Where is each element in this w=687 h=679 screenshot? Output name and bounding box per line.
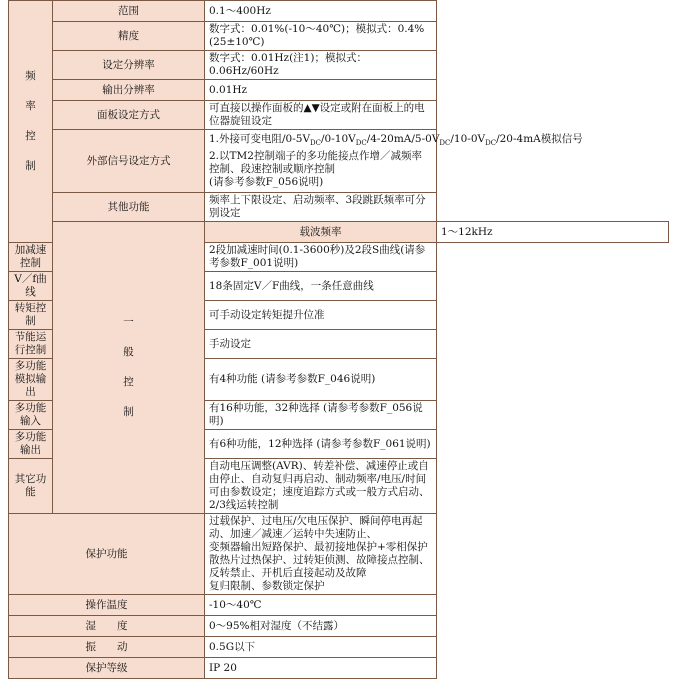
row-label-range: 范围 — [53, 1, 205, 22]
row-value-torque-control: 可手动设定转矩提升位准 — [205, 301, 437, 330]
row-value-vf-curve: 18条固定V／F曲线，一条任意曲线 — [205, 272, 437, 301]
category-frequency-control — [9, 1, 53, 243]
row-label-protection-class: 保护等级 — [9, 658, 205, 679]
category-char: 控 — [123, 376, 134, 388]
row-label-humidity: 湿 度 — [9, 616, 205, 637]
row-label-setting-resolution: 设定分辨率 — [53, 51, 205, 80]
row-label-external-signal: 外部信号设定方式 — [53, 130, 205, 193]
row-value-setting-resolution: 数字式：0.01Hz(注1)；模拟式：0.06Hz/60Hz — [205, 51, 437, 80]
category-general-control — [53, 222, 205, 514]
row-label-other-general: 其它功能 — [9, 459, 53, 514]
category-char: 频 — [25, 70, 36, 82]
row-label-vf-curve: V／f曲线 — [9, 272, 53, 301]
row-label-carrier-frequency: 载波频率 — [205, 222, 437, 243]
row-value-other-functions: 频率上下限设定、启动频率、3段跳跃频率可分别设定 — [205, 193, 437, 222]
row-label-protection: 保护功能 — [9, 514, 205, 595]
row-label-accuracy: 精度 — [53, 22, 205, 51]
row-value-accuracy: 数字式：0.01%(-10～40℃)；模拟式：0.4% (25±10℃) — [205, 22, 437, 51]
row-label-output-resolution: 输出分辨率 — [53, 80, 205, 101]
category-char: 率 — [25, 100, 36, 112]
category-char: 一 — [123, 316, 134, 328]
row-value-range: 0.1～400Hz — [205, 1, 437, 22]
row-label-operating-temp: 操作温度 — [9, 595, 205, 616]
row-label-multi-output: 多功能输出 — [9, 430, 53, 459]
row-value-output-resolution: 0.01Hz — [205, 80, 437, 101]
row-label-energy-saving: 节能运行控制 — [9, 330, 53, 359]
row-label-analog-output: 多功能模拟输出 — [9, 359, 53, 401]
row-value-multi-input: 有16种功能，32种选择 (请参考参数F_056说明) — [205, 401, 437, 430]
row-value-other-general: 自动电压调整(AVR)、转差补偿、减速停止或自由停止、自动复归再启动、制动频率/电压/时间可由参数设定；速度追踪方式或一般方式启动、2/3线运转控制 — [205, 459, 437, 514]
row-value-multi-output: 有6种功能，12种选择 (请参考参数F_061说明) — [205, 430, 437, 459]
category-char: 控 — [25, 130, 36, 142]
row-label-multi-input: 多功能输入 — [9, 401, 53, 430]
category-char: 般 — [123, 346, 134, 358]
spec-table — [8, 0, 669, 679]
row-value-operating-temp: -10～40℃ — [205, 595, 437, 616]
category-char: 制 — [123, 406, 134, 418]
row-value-vibration: 0.5G以下 — [205, 637, 437, 658]
row-label-other-functions: 其他功能 — [53, 193, 205, 222]
row-label-panel-setting: 面板设定方式 — [53, 101, 205, 130]
row-value-protection-class: IP 20 — [205, 658, 437, 679]
row-value-accel-decel: 2段加减速时间(0.1-3600秒)及2段S曲线(请参考参数F_001说明) — [205, 243, 437, 272]
row-label-accel-decel: 加减速控制 — [9, 243, 53, 272]
row-label-vibration: 振 动 — [9, 637, 205, 658]
row-value-panel-setting: 可直接以操作面板的▲▼设定或附在面板上的电位器旋钮设定 — [205, 101, 437, 130]
category-char: 制 — [25, 160, 36, 172]
row-value-humidity: 0～95%相对湿度（不结露） — [205, 616, 437, 637]
row-value-external-signal: 1.外接可变电阻$/0-5V_{DC}/0-10V_{DC}/4-20mA/5-0V_{DC}/10-0V_{DC}/20-4mA$模拟信号 2.以TM2控制端子的多功能接点作增／减频率控制、段速控制或顺序控制 (请参考参数F_056说明) — [205, 130, 437, 193]
row-value-carrier-frequency: 1～12kHz — [437, 222, 669, 243]
row-value-analog-output: 有4种功能 (请参考参数F_046说明) — [205, 359, 437, 401]
row-value-energy-saving: 手动设定 — [205, 330, 437, 359]
row-value-protection: 过载保护、过电压/欠电压保护、瞬间停电再起动、加速／减速／运转中失速防止、 变频器输出短路保护、最初接地保护+零相保护 散热片过热保护、过转矩侦测、故障接点控制、反转禁止、开机后直接起动及故障 复归限制、参数锁定保护 — [205, 514, 437, 595]
row-label-torque-control: 转矩控制 — [9, 301, 53, 330]
